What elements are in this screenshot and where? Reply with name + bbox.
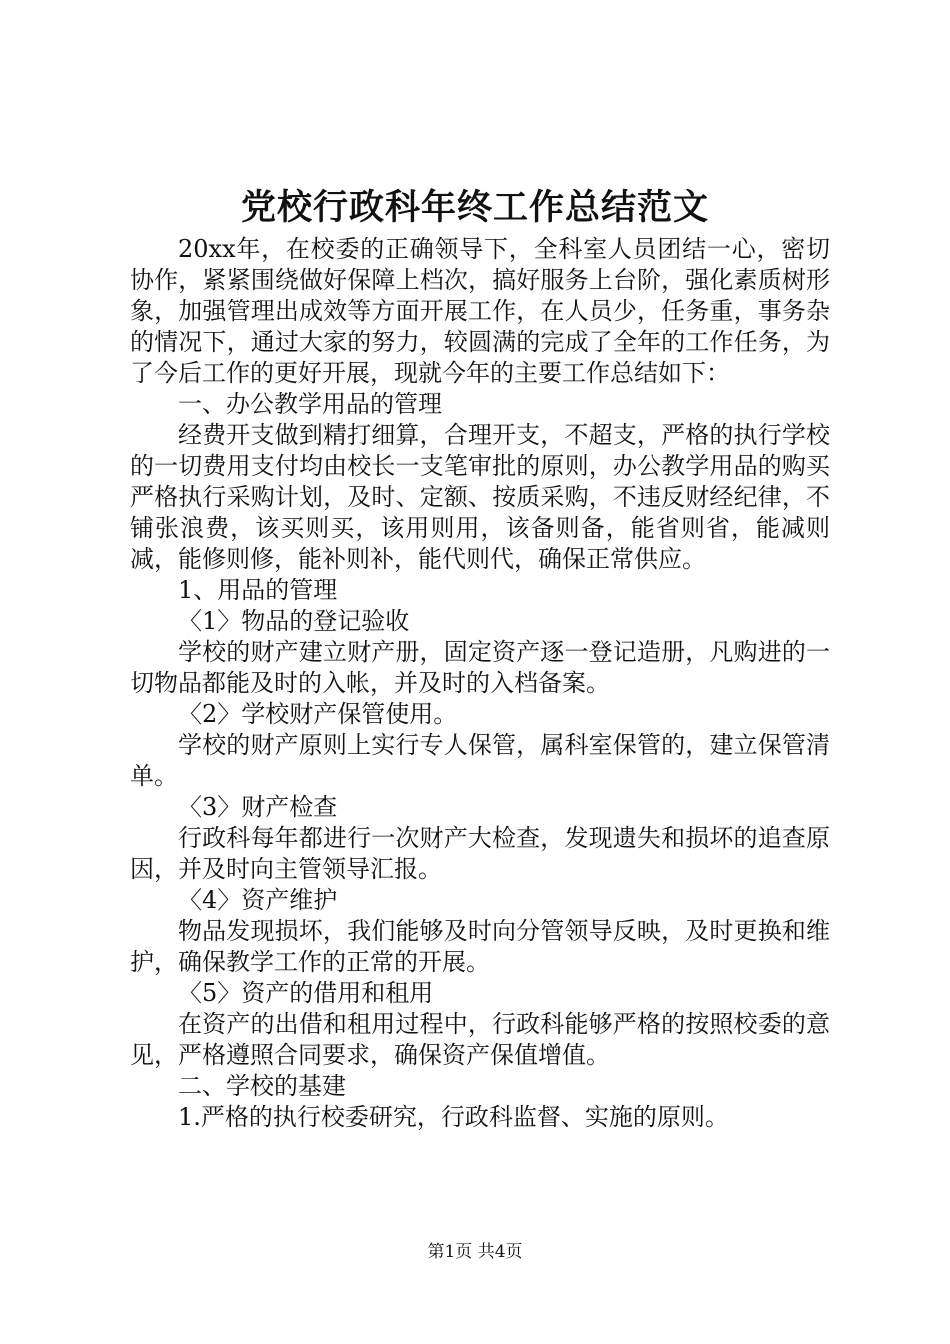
paragraph-lending: 在资产的出借和租用过程中，行政科能够严格的按照校委的意见，严格遵照合同要求，确保资产保值增值。 <box>130 1010 830 1069</box>
document-body <box>130 234 830 1133</box>
paragraph-custody: 学校的财产原则上实行专人保管，属科室保管的，建立保管清单。 <box>130 731 830 790</box>
item-heading-1: 〈1〉物品的登记验收 <box>178 607 410 635</box>
paragraph-intro: 20xx年，在校委的正确领导下，全科室人员团结一心，密切协作，紧紧围绕做好保障上档次，搞好服务上台阶，强化素质树形象，加强管理出成效等方面开展工作，在人员少，任务重，事务杂的情况下，通过大家的努力，较圆满的完成了全年的工作任务，为了今后工作的更好开展，现就今年的主要工作总结如下： <box>130 235 830 387</box>
item-heading-3: 〈3〉财产检查 <box>178 793 338 821</box>
subheading-supplies: 1、用品的管理 <box>178 576 338 604</box>
item-heading-2: 〈2〉学校财产保管使用。 <box>178 700 458 728</box>
paragraph-maintenance: 物品发现损坏，我们能够及时向分管领导反映，及时更换和维护，确保教学工作的正常的开展。 <box>130 917 830 976</box>
paragraph-registration: 学校的财产建立财产册，固定资产逐一登记造册，凡购进的一切物品都能及时的入帐，并及时的入档备案。 <box>130 638 830 697</box>
page-footer: 第1页 共4页 <box>427 1242 523 1262</box>
section-heading-2: 二、学校的基建 <box>178 1072 346 1100</box>
item-heading-5: 〈5〉资产的借用和租用 <box>178 979 434 1007</box>
paragraph-expenses: 经费开支做到精打细算，合理开支，不超支，严格的执行学校的一切费用支付均由校长一支笔审批的原则，办公教学用品的购买严格执行采购计划，及时、定额、按质采购，不违反财经纪律，不铺张浪费，该买则买，该用则用，该备则备，能省则省，能减则减，能修则修，能补则补，能代则代，确保正常供应。 <box>130 421 830 573</box>
document-title: 党校行政科年终工作总结范文 <box>240 187 709 228</box>
item-heading-4: 〈4〉资产维护 <box>178 886 338 914</box>
paragraph-construction: 1.严格的执行校委研究，行政科监督、实施的原则。 <box>178 1103 729 1131</box>
paragraph-inspection: 行政科每年都进行一次财产大检查，发现遗失和损坏的追查原因，并及时向主管领导汇报。 <box>130 824 830 883</box>
section-heading-1: 一、办公教学用品的管理 <box>178 390 442 418</box>
